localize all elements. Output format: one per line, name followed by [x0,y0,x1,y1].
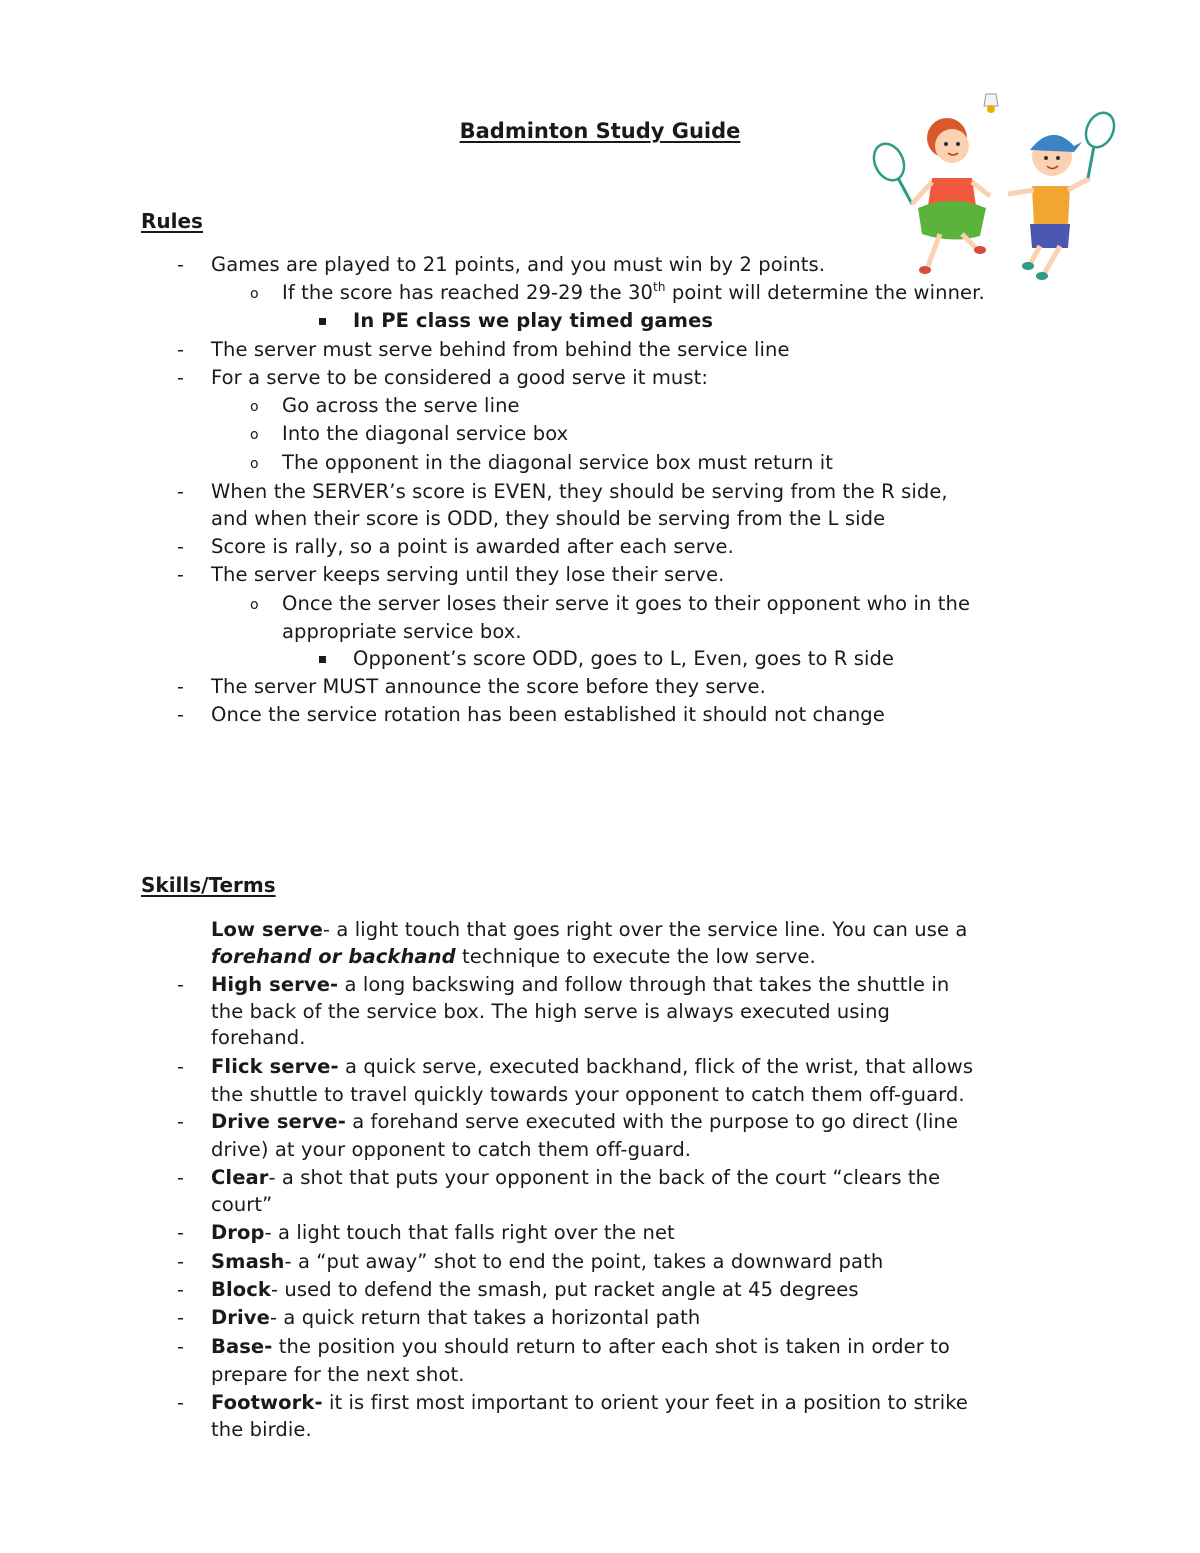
rule-line-bold: In PE class we play timed games [353,309,714,332]
dash-marker: - [177,704,184,726]
square-bullet [319,656,326,663]
skill-line [211,1249,883,1275]
rule-line: appropriate service box. [282,620,522,643]
term: Low serve [211,918,323,941]
document-title: Badminton Study Guide [459,119,741,143]
skill-line [211,1109,958,1135]
term: Base- [211,1335,273,1358]
skill-line: the birdie. [211,1418,312,1441]
dash-marker: - [177,254,184,276]
dash-marker: - [177,1307,184,1329]
dash-marker: - [177,1392,184,1414]
dash-marker: - [177,1111,184,1133]
skill-line [211,917,967,943]
racket-right-icon [1081,108,1120,178]
rule-line: Once the server loses their serve it goes to their opponent who in the [282,592,971,615]
term: Drive serve- [211,1110,346,1133]
dash-marker: - [177,1167,184,1189]
dash-marker: - [177,339,184,361]
skill-line [211,1165,940,1191]
rule-line: The server MUST announce the score before they serve. [211,675,766,698]
skill-line [211,944,816,970]
rule-line: Score is rally, so a point is awarded after each serve. [211,535,734,558]
skill-line: the back of the service box. The high serve is always executed using [211,1000,891,1023]
rule-line: Go across the serve line [282,394,520,417]
rule-text: If the score has reached 29-29 the 30 [282,281,654,304]
rule-line: The server keeps serving until they lose their serve. [211,563,725,586]
skills-heading: Skills/Terms [141,873,276,897]
definition: the position you should return to after each shot is taken in order to [272,1335,950,1358]
term: High serve- [211,973,339,996]
dash-marker: - [177,974,184,996]
rule-line: The server must serve behind from behind the service line [211,338,790,361]
rule-line: Games are played to 21 points, and you must win by 2 points. [211,253,826,276]
dash-marker: - [177,1251,184,1273]
skill-line: drive) at your opponent to catch them off-guard. [211,1138,692,1161]
circle-bullet: o [250,399,259,415]
rule-text: point will determine the winner. [665,281,985,304]
definition: a forehand serve executed with the purpose to go direct (line [345,1110,959,1133]
dash-marker: - [177,564,184,586]
skill-line: prepare for the next shot. [211,1363,465,1386]
definition: a quick serve, executed backhand, flick of the wrist, that allows [338,1055,974,1078]
definition: - a light touch that falls right over the net [264,1221,675,1244]
skill-line: court” [211,1193,273,1216]
rule-line: and when their score is ODD, they should be serving from the L side [211,507,886,530]
square-bullet [319,318,326,325]
dash-marker: - [177,676,184,698]
kids-badminton-illustration [862,86,1124,286]
girl-figure [912,118,990,274]
definition: - a quick return that takes a horizontal path [269,1306,701,1329]
rule-line: The opponent in the diagonal service box must return it [282,451,834,474]
skill-line [211,1054,973,1080]
rule-line: Opponent’s score ODD, goes to L, Even, goes to R side [353,647,895,670]
term: Drop [211,1221,265,1244]
rule-line: When the SERVER’s score is EVEN, they should be serving from the R side, [211,480,948,503]
dash-marker: - [177,1336,184,1358]
rules-heading: Rules [141,209,203,233]
rule-line: Once the service rotation has been established it should not change [211,703,885,726]
dash-marker: - [177,367,184,389]
term: Footwork- [211,1391,323,1414]
definition: - a light touch that goes right over the service line. You can use a [322,918,968,941]
racket-left-icon [868,139,912,204]
term: Clear [211,1166,269,1189]
circle-bullet: o [250,456,259,472]
emphasis: forehand or backhand [211,945,456,968]
circle-bullet: o [250,286,259,302]
term: Smash [211,1250,285,1273]
definition: - a shot that puts your opponent in the back of the court “clears the [268,1166,941,1189]
definition: - a “put away” shot to end the point, takes a downward path [284,1250,884,1273]
dash-marker: - [177,536,184,558]
skill-line: the shuttle to travel quickly towards your opponent to catch them off-guard. [211,1083,965,1106]
skill-line [211,1390,968,1416]
term: Block [211,1278,271,1301]
definition: technique to execute the low serve. [455,945,816,968]
rule-line: For a serve to be considered a good serve it must: [211,366,709,389]
dash-marker: - [177,1056,184,1078]
skill-line [211,1220,675,1246]
term: Flick serve- [211,1055,339,1078]
skill-line [211,1277,859,1303]
rule-line: Into the diagonal service box [282,422,569,445]
circle-bullet: o [250,597,259,613]
superscript: th [653,280,666,294]
skill-line [211,1305,700,1331]
skill-line [211,1334,950,1360]
term: Drive [211,1306,270,1329]
circle-bullet: o [250,427,259,443]
dash-marker: - [177,1279,184,1301]
dash-marker: - [177,1222,184,1244]
rule-line [282,280,985,306]
shuttlecock-icon [984,94,998,113]
definition: - used to defend the smash, put racket angle at 45 degrees [270,1278,859,1301]
definition: a long backswing and follow through that takes the shuttle in [338,973,950,996]
skill-line [211,972,949,998]
definition: it is first most important to orient your feet in a position to strike [322,1391,969,1414]
boy-figure [1008,135,1090,280]
dash-marker: - [177,481,184,503]
skill-line: forehand. [211,1026,306,1049]
